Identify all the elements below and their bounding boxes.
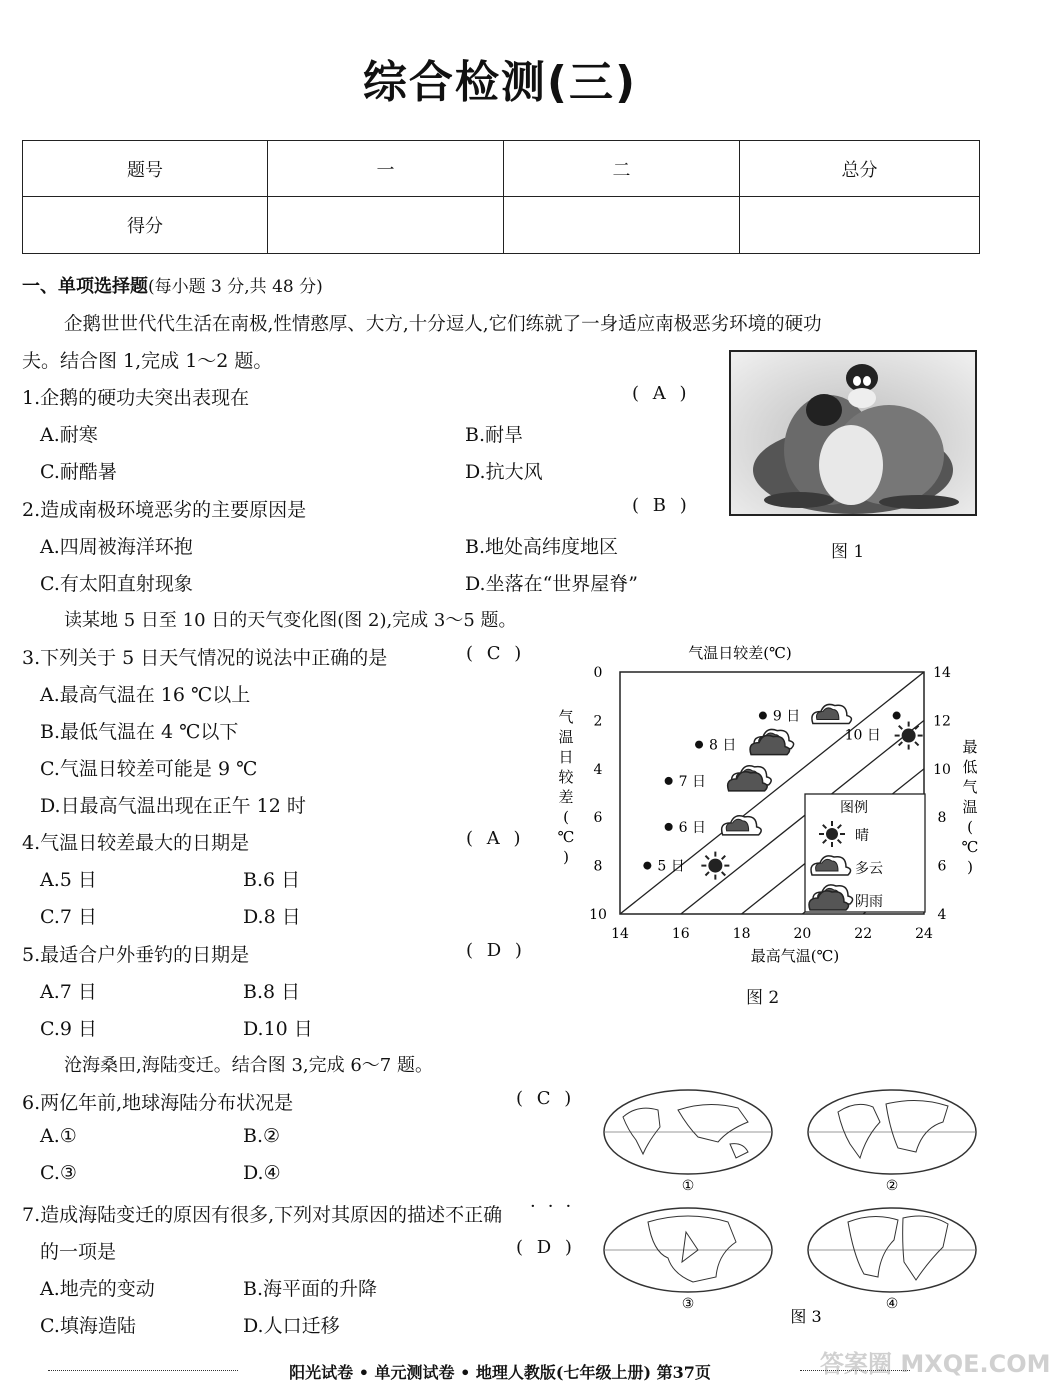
chart-ylabel-left-char: 气 — [558, 708, 574, 726]
section-heading — [22, 272, 323, 298]
chart-y-tick-left: 0 — [593, 665, 603, 681]
intro3: 沧海桑田,海陆变迁。结合图 3,完成 6～7 题。 — [64, 1055, 433, 1076]
chart-legend — [805, 794, 925, 912]
chart-ylabel-left-char: 差 — [558, 788, 574, 806]
q4-answer: ( A ) — [466, 828, 525, 849]
legend-icon — [819, 821, 845, 847]
chart-y-tick-right: 14 — [933, 665, 951, 681]
score-cell-total[interactable] — [740, 197, 980, 254]
chart-ylabel-right — [962, 738, 979, 876]
map-label-4: ④ — [885, 1296, 899, 1312]
chart-x-tick: 24 — [915, 926, 933, 942]
chart-x-tick: 20 — [793, 926, 812, 942]
q6-answer: ( C ) — [516, 1088, 576, 1109]
chart-title: 气温日较差(℃) — [688, 644, 792, 662]
chart-y-tick-left: 2 — [593, 713, 603, 730]
score-cell-1[interactable] — [268, 197, 504, 254]
chart-y-tick-left: 6 — [593, 810, 603, 827]
chart-ylabel-right-char: 温 — [962, 798, 978, 816]
map-label-2: ② — [885, 1178, 899, 1194]
score-table — [22, 140, 980, 254]
q7-option-c[interactable]: C.填海造陆 — [40, 1315, 136, 1337]
q7-emphasis-dots: ··· — [530, 1196, 584, 1217]
q3-option-b[interactable]: B.最低气温在 4 ℃以下 — [40, 721, 239, 743]
q2-option-a[interactable]: A.四周被海洋环抱 — [40, 536, 193, 558]
q7-answer: ( D ) — [516, 1237, 576, 1258]
chart-x-tick: 22 — [854, 926, 873, 942]
q4-stem: 4.气温日较差最大的日期是 — [22, 832, 250, 854]
sun-ray — [705, 856, 709, 860]
sun-ray — [705, 872, 709, 876]
q5-option-a[interactable]: A.7 日 — [40, 981, 97, 1003]
q2-stem: 2.造成南极环境恶劣的主要原因是 — [22, 499, 307, 521]
legend-title: 图例 — [840, 800, 868, 816]
chart-ylabel-left — [558, 708, 575, 866]
q7-stem-line2: 的一项是 — [40, 1241, 117, 1263]
cloud-inner — [816, 708, 838, 720]
chart-point-label: 9 日 — [772, 708, 801, 725]
chart-y-tick-right: 10 — [933, 761, 951, 778]
sun-ray — [722, 856, 726, 860]
chart-ylabel-right-char: 最 — [962, 738, 978, 756]
chart-y-tick-right: 6 — [937, 858, 947, 875]
chart-point-label: 10 日 — [844, 727, 881, 744]
q5-answer: ( D ) — [466, 940, 526, 961]
chart-weather-icon — [701, 852, 729, 880]
chart-ylabel-left-char: ℃ — [557, 828, 575, 846]
q3-option-a[interactable]: A.最高气温在 16 ℃以上 — [40, 684, 251, 706]
q3-answer: ( C ) — [466, 643, 526, 664]
map-1 — [604, 1090, 772, 1194]
chart-isoline — [985, 672, 1051, 914]
section-note: (每小题 3 分,共 48 分) — [148, 277, 323, 297]
q6-option-b[interactable]: B.② — [243, 1125, 281, 1147]
q7-stem-line1: 7.造成海陆变迁的原因有很多,下列对其原因的描述不正确 — [22, 1204, 503, 1226]
q4-option-b[interactable]: B.6 日 — [243, 869, 301, 891]
chart-ylabel-left-char: 较 — [558, 768, 574, 786]
sun-ray — [915, 726, 919, 730]
q2-option-d[interactable]: D.坐落在“世界屋脊” — [465, 573, 639, 595]
chart-xlabel: 最高气温(℃) — [750, 947, 840, 965]
sun-ray — [915, 742, 919, 746]
q4-option-a[interactable]: A.5 日 — [40, 869, 97, 891]
chart-point-label: 6 日 — [678, 819, 706, 836]
map-2 — [808, 1090, 976, 1194]
chart-point — [695, 741, 703, 749]
chart-ylabel-left-char: 温 — [558, 728, 574, 746]
q1-option-c[interactable]: C.耐酷暑 — [40, 461, 117, 483]
chart-weather-icon — [728, 766, 772, 791]
watermark: 答案圈 MXQE.COM — [820, 1350, 1051, 1378]
map-4 — [808, 1208, 976, 1312]
figure-1-caption: 图 1 — [831, 542, 865, 562]
intro2: 读某地 5 日至 10 日的天气变化图(图 2),完成 3～5 题。 — [64, 610, 517, 631]
chart-weather-icon — [895, 722, 923, 750]
chart-weather-icon — [812, 704, 852, 723]
sun-disc — [708, 859, 722, 873]
figure-3-continent-maps — [598, 1082, 988, 1338]
intro1-line2: 夫。结合图 1,完成 1～2 题。 — [22, 350, 273, 372]
figure-2-weather-chart — [540, 636, 990, 976]
chart-ylabel-right-char: 低 — [962, 758, 978, 776]
q1-option-a[interactable]: A.耐寒 — [40, 424, 98, 446]
q6-option-d[interactable]: D.④ — [243, 1162, 281, 1184]
chart-x-tick: 18 — [732, 926, 751, 942]
chart-isoline — [924, 672, 1051, 914]
section-title: 一、单项选择题 — [22, 276, 148, 297]
chart-ylabel-left-char: ) — [563, 848, 569, 866]
chart-ylabel-left-char: ( — [563, 808, 569, 826]
figure-3-caption: 图 3 — [790, 1307, 822, 1326]
map-label-1: ① — [681, 1178, 695, 1194]
chart-point — [665, 777, 673, 785]
q2-answer: ( B ) — [632, 495, 691, 516]
chart-ylabel-right-char: ) — [967, 858, 973, 876]
map-3 — [604, 1208, 772, 1312]
q2-option-b[interactable]: B.地处高纬度地区 — [465, 536, 619, 558]
q7-option-a[interactable]: A.地壳的变动 — [40, 1278, 155, 1300]
score-header-2: 二 — [504, 141, 740, 197]
legend-item-label: 晴 — [855, 828, 869, 844]
score-header-1: 一 — [268, 141, 504, 197]
q5-stem: 5.最适合户外垂钓的日期是 — [22, 944, 250, 966]
q6-option-c[interactable]: C.③ — [40, 1162, 77, 1184]
chart-point — [643, 862, 651, 870]
chart-weather-icon — [750, 729, 794, 754]
chart-x-tick: 14 — [611, 926, 629, 942]
sun-ray — [899, 726, 903, 730]
q1-answer: ( A ) — [632, 383, 691, 404]
sun-disc — [826, 828, 838, 840]
chart-ylabel-right-char: ℃ — [961, 838, 979, 856]
chart-point-label: 7 日 — [678, 773, 706, 790]
q5-option-b[interactable]: B.8 日 — [243, 981, 301, 1003]
figure-1-penguins — [729, 350, 977, 516]
chart-ylabel-right-char: ( — [967, 818, 973, 836]
chart-x-tick: 16 — [671, 926, 690, 942]
chart-point — [893, 712, 901, 720]
score-cell-2[interactable] — [504, 197, 740, 254]
score-header-total: 总分 — [740, 141, 980, 197]
chart-y-tick-left: 4 — [593, 761, 603, 778]
chart-y-tick-right: 12 — [933, 713, 951, 730]
sun-ray — [899, 742, 903, 746]
chart-y-tick-right: 4 — [937, 907, 947, 923]
q3-stem: 3.下列关于 5 日天气情况的说法中正确的是 — [22, 647, 388, 669]
q7-option-b[interactable]: B.海平面的升降 — [243, 1278, 378, 1300]
chart-y-tick-left: 8 — [593, 858, 603, 875]
q1-option-b[interactable]: B.耐旱 — [465, 424, 524, 446]
q1-stem: 1.企鹅的硬功夫突出表现在 — [22, 387, 250, 409]
q3-option-c[interactable]: C.气温日较差可能是 9 ℃ — [40, 758, 258, 780]
q4-option-d[interactable]: D.8 日 — [243, 906, 301, 928]
score-row-label: 得分 — [23, 197, 268, 254]
legend-item-label: 阴雨 — [855, 894, 883, 910]
chart-ylabel-left-char: 日 — [558, 748, 574, 766]
intro1-line1: 企鹅世世代代生活在南极,性情憨厚、大方,十分逗人,它们练就了一身适应南极恶劣环境的硬功 — [64, 314, 822, 335]
q6-option-a[interactable]: A.① — [40, 1125, 77, 1147]
page-title: 综合检测(三) — [362, 57, 638, 108]
chart-point — [665, 823, 673, 831]
q6-stem: 6.两亿年前,地球海陆分布状况是 — [22, 1092, 294, 1114]
chart-weather-icon — [722, 816, 762, 835]
cloud-inner — [726, 819, 748, 831]
chart-ylabel-right-char: 气 — [962, 778, 978, 796]
q7-option-d[interactable]: D.人口迁移 — [243, 1315, 340, 1337]
figure-2-caption: 图 2 — [746, 988, 780, 1008]
chart-y-tick-right: 8 — [937, 810, 947, 827]
q4-option-c[interactable]: C.7 日 — [40, 906, 98, 928]
q5-option-c[interactable]: C.9 日 — [40, 1018, 98, 1040]
map-label-3: ③ — [681, 1296, 695, 1312]
sun-disc — [902, 729, 916, 743]
score-header-qno: 题号 — [23, 141, 268, 197]
chart-y-tick-left: 10 — [589, 907, 607, 923]
q3-option-d[interactable]: D.日最高气温出现在正午 12 时 — [40, 795, 306, 817]
q1-option-d[interactable]: D.抗大风 — [465, 461, 543, 483]
chart-point-label: 8 日 — [709, 737, 737, 754]
q5-option-d[interactable]: D.10 日 — [243, 1018, 313, 1040]
chart-point — [759, 712, 767, 720]
chart-point-label: 5 日 — [657, 858, 685, 875]
page-footer: 阳光试卷 • 单元测试卷 • 地理人教版(七年级上册) 第37页 — [289, 1363, 711, 1382]
q2-option-c[interactable]: C.有太阳直射现象 — [40, 573, 193, 595]
sun-ray — [722, 872, 726, 876]
legend-item-label: 多云 — [855, 861, 883, 877]
